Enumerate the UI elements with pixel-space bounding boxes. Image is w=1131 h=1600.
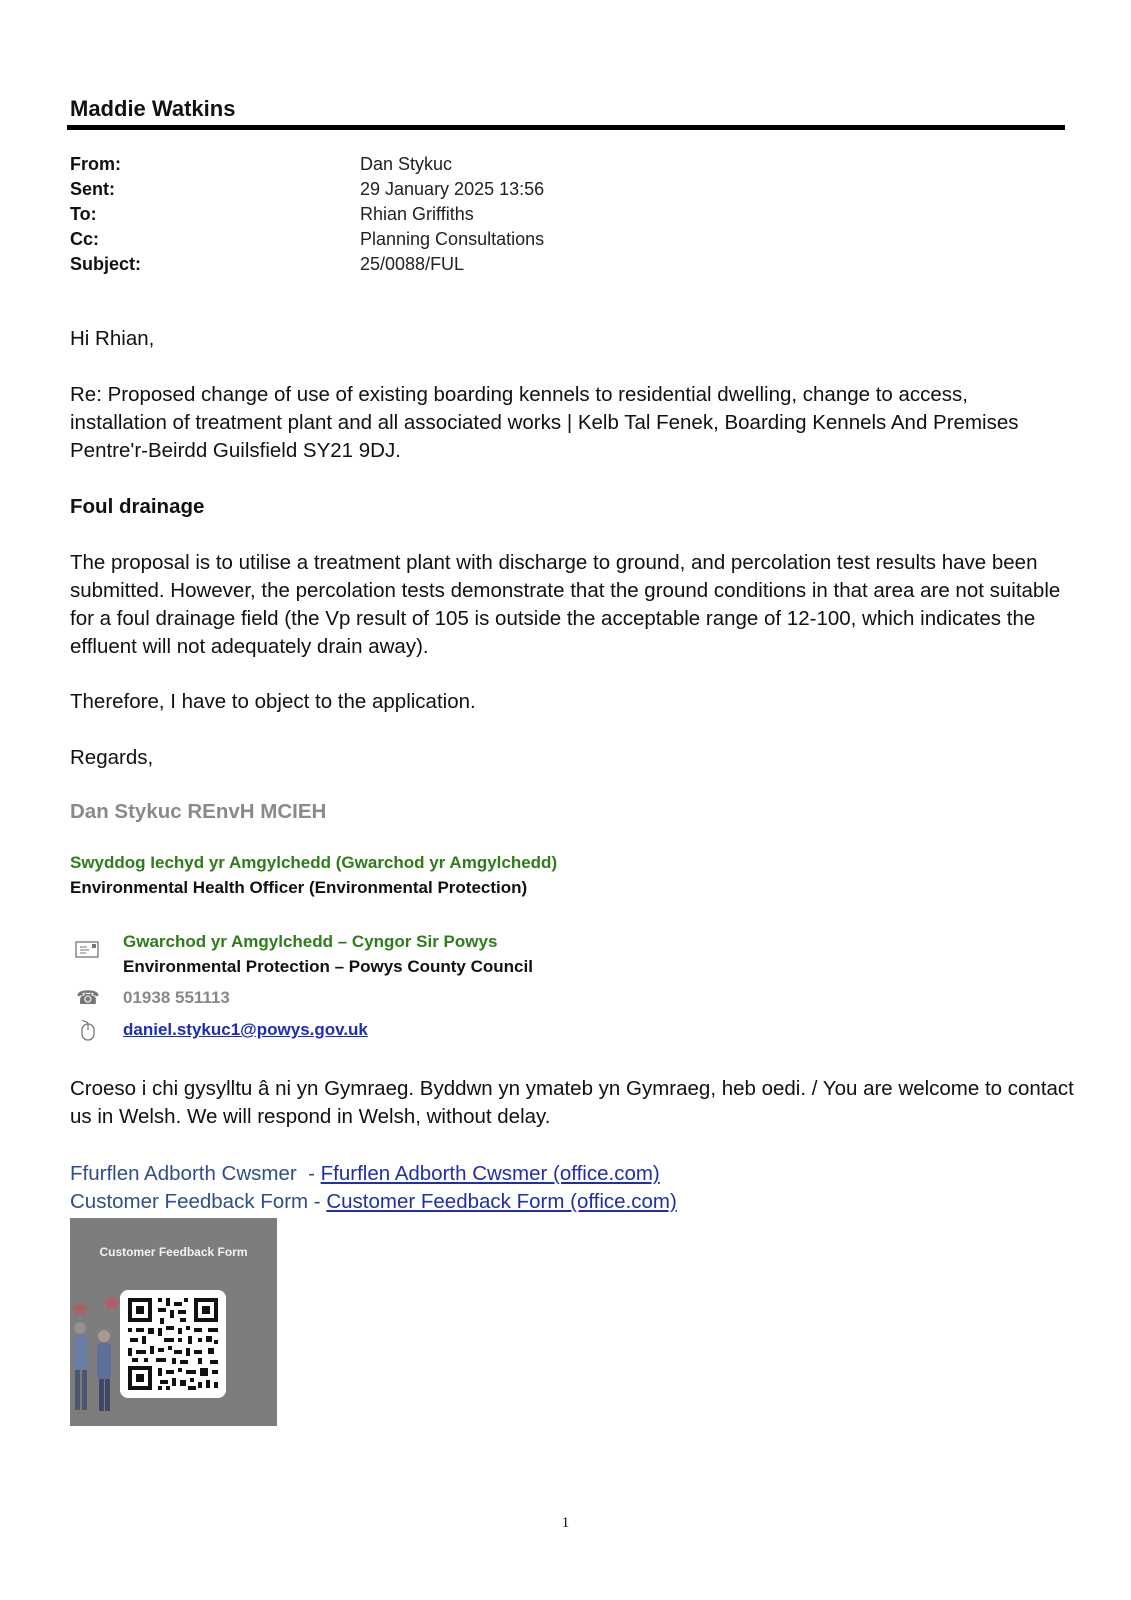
header-value-subject: 25/0088/FUL — [360, 254, 465, 274]
email-link[interactable]: daniel.stykuc1@powys.gov.uk — [123, 1020, 368, 1039]
feedback-english-row — [70, 1188, 677, 1216]
qr-code-icon — [120, 1290, 226, 1398]
header-row-cc — [70, 227, 770, 252]
mouse-icon — [74, 1018, 102, 1042]
header-value-cc: Planning Consultations — [360, 229, 545, 249]
qr-image-title: Customer Feedback Form — [99, 1245, 248, 1259]
signature-title-english: Environmental Health Officer (Environmental Protection) — [70, 878, 528, 897]
header-value-from: Dan Stykuc — [360, 154, 453, 174]
feedback-english-label: Customer Feedback Form - — [70, 1190, 327, 1213]
feedback-qr-image[interactable] — [70, 1218, 277, 1426]
header-row-subject — [70, 252, 770, 277]
header-label: To: — [70, 204, 97, 224]
department-welsh: Gwarchod yr Amgylchedd – Cyngor Sir Powys — [123, 932, 498, 951]
welsh-language-notice: Croeso i chi gysylltu â ni yn Gymraeg. Byddwn yn ymateb yn Gymraeg, heb oedi. / You are welcome to contact us in Welsh. We will respond in Welsh, without delay. — [70, 1077, 1074, 1128]
header-value-sent: 29 January 2025 13:56 — [360, 179, 545, 199]
email-paragraph: The proposal is to utilise a treatment plant with discharge to ground, and percolation test results have been submitted. However, the percolation tests demonstrate that the ground conditions in that area are not suitable for a foul drainage field (the Vp result of 105 is outside the acceptable range of 12-100, which indicates the effluent will not adequately drain away). — [70, 551, 1061, 658]
feedback-welsh-label: Ffurflen Adborth Cwsmer - — [70, 1162, 321, 1185]
feedback-welsh-link[interactable]: Ffurflen Adborth Cwsmer (office.com) — [320, 1162, 660, 1185]
telephone-icon: ☎ — [76, 987, 100, 1009]
page-number: 1 — [561, 1515, 570, 1531]
email-re-line: Re: Proposed change of use of existing boarding kennels to residential dwelling, change to access, installation of treatment plant and all associated works | Kelb Tal Fenek, Boarding Kennels And Premises Pentre'r-Beirdd Guilsfield SY21 9DJ. — [70, 383, 1019, 462]
section-heading: Foul drainage — [70, 495, 205, 518]
header-label: Sent: — [70, 179, 115, 199]
header-rule — [67, 125, 1065, 130]
header-label: From: — [70, 154, 121, 174]
header-value-to: Rhian Griffiths — [360, 204, 474, 224]
document-owner-name: Maddie Watkins — [70, 96, 236, 121]
feedback-welsh-row — [70, 1160, 660, 1188]
envelope-icon — [74, 938, 102, 962]
header-row-sent — [70, 177, 770, 202]
department-english: Environmental Protection – Powys County Council — [123, 957, 533, 976]
signature-name: Dan Stykuc REnvH MCIEH — [70, 800, 327, 823]
email-conclusion: Therefore, I have to object to the application. — [70, 690, 476, 713]
email-greeting: Hi Rhian, — [70, 327, 155, 350]
qr-card — [120, 1290, 226, 1398]
header-label: Subject: — [70, 254, 142, 274]
phone-number: 01938 551113 — [123, 988, 230, 1007]
email-header — [70, 152, 770, 277]
header-label: Cc: — [70, 229, 100, 249]
signature-title-welsh: Swyddog Iechyd yr Amgylchedd (Gwarchod yr Amgylchedd) — [70, 853, 558, 872]
email-signoff: Regards, — [70, 746, 154, 769]
header-row-from — [70, 152, 770, 177]
header-row-to — [70, 202, 770, 227]
feedback-english-link[interactable]: Customer Feedback Form (office.com) — [326, 1190, 677, 1213]
